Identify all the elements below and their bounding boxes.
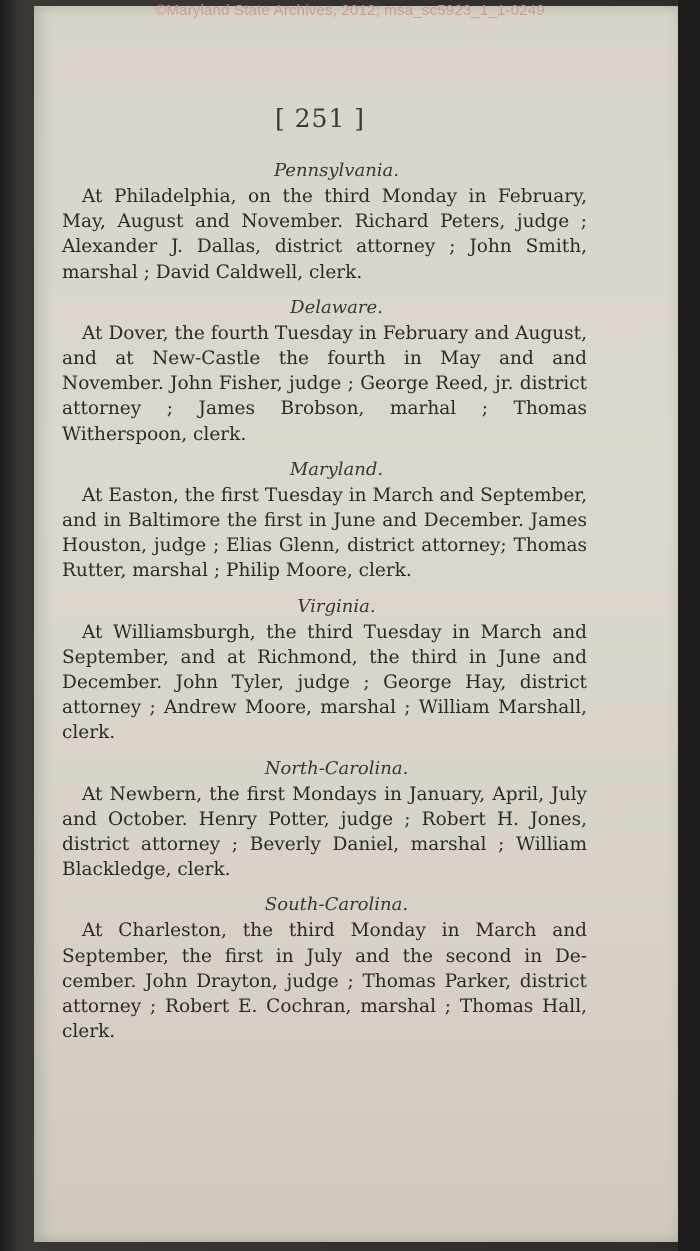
archive-watermark: ©Maryland State Archives, 2012; msa_sc5923_1_1-0249 — [155, 2, 545, 19]
scan-edge — [678, 0, 700, 1251]
page-number: [ 251 ] — [274, 104, 366, 133]
court-entry-pennsylvania: At Philadelphia, on the third Monday in February, May, August and November. Richard Peters, judge ; Alexander J. Dallas, district attorney ; John Smith, marshal ; David Caldwell, clerk. — [62, 186, 587, 283]
court-entry-south-carolina: At Charleston, the third Monday in March and September, the first in July and the second in December. John Drayton, judge ; Thomas Parker, district attorney ; Robert E. Cochran, marshal ; Thomas Hall, clerk. — [62, 920, 587, 1043]
court-entry-delaware: At Dover, the fourth Tuesday in February and August, and at New-Castle the fourth in May and and November. John Fisher, judge ; George Reed, jr. district attorney ; James Brobson, marhal ; Thomas Witherspoon, clerk. — [62, 322, 587, 445]
state-heading-maryland: Maryland. — [289, 458, 384, 480]
state-heading-pennsylvania: Pennsylvania. — [273, 160, 399, 181]
state-heading-north-carolina: North-Carolina. — [264, 757, 409, 779]
state-heading-virginia: Virginia. — [297, 595, 376, 617]
state-heading-delaware: Delaware. — [290, 296, 383, 318]
court-entry-maryland: At Easton, the first Tuesday in March and September, and in Baltimore the first in June and December. James Houston, judge ; Elias Glenn, district attorney; Thomas Rutter, marshal ; Philip Moore, clerk. — [62, 484, 587, 582]
court-entry-north-carolina: At Newbern, the first Mondays in January, April, July and October. Henry Potter, judge ; Robert H. Jones, district attorney ; Beverly Daniel, marshal ; William Blackledge, clerk. — [62, 783, 587, 881]
court-listing — [62, 158, 587, 1046]
state-heading-south-carolina: South-Carolina. — [264, 894, 409, 916]
court-entry-virginia: At Williamsburgh, the third Tuesday in March and September, and at Richmond, the third in June and December. John Tyler, judge ; George Hay, district attorney ; Andrew Moore, marshal ; William Marshall, clerk. — [62, 621, 587, 744]
